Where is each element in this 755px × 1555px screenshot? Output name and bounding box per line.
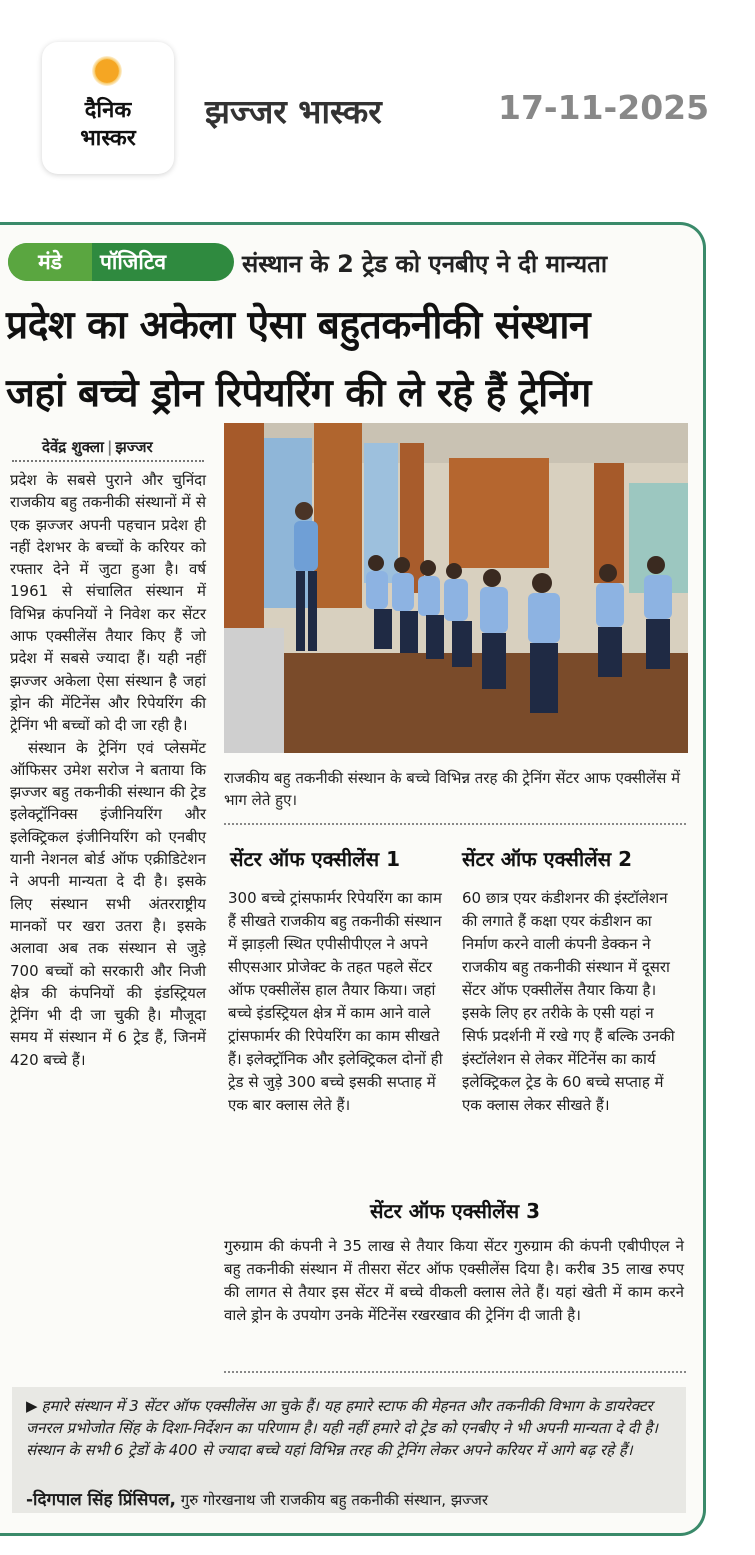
caption-divider bbox=[224, 823, 686, 825]
edition-date: 17-11-2025 bbox=[498, 88, 710, 127]
quote-marker-icon: ▶ bbox=[26, 1397, 38, 1415]
kicker: संस्थान के 2 ट्रेड को एनबीए ने दी मान्यता bbox=[242, 250, 608, 278]
classroom-photo bbox=[224, 423, 688, 753]
byline-place: झज्जर bbox=[115, 438, 153, 456]
headline-line-1: प्रदेश का अकेला ऐसा बहुतकनीकी संस्थान bbox=[6, 303, 591, 348]
byline bbox=[42, 437, 153, 457]
classroom-illustration bbox=[224, 423, 688, 753]
edition-title: झज्जर भास्कर bbox=[205, 92, 382, 131]
quote-author-affiliation: गुरु गोरखनाथ जी राजकीय बहु तकनीकी संस्थान, झज्जर bbox=[180, 1491, 489, 1509]
coe3-body: गुरुग्राम की कंपनी ने 35 लाख से तैयार किया सेंटर गुरुग्राम की कंपनी एबीपीएल ने बहु तकनीकी संस्थान में तीसरा सेंटर ऑफ एक्सीलेंस दिया है। करीब 35 लाख रुपए की लागत से तैयार इस सेंटर में बच्चे वीकली क्लास लेते हैं। यहां खेती में काम करने वाले ड्रोन के उपयोग उनके मेंटिनेंस रखरखाव की ट्रेनिंग दी जाती है। bbox=[224, 1237, 684, 1324]
headline-line-2: जहां बच्चे ड्रोन रिपेयरिंग की ले रहे हैं ट्रेनिंग bbox=[6, 371, 591, 416]
monday-positive-tag bbox=[8, 243, 234, 281]
article-paragraph-1: प्रदेश के सबसे पुराने और चुनिंदा राजकीय बहु तकनीकी संस्थानों में से एक झज्जर अपनी पहचान प्रदेश ही नहीं देशभर के बच्चों के करियर को रफ्तार देने में जुटा हुआ है। वर्ष 1961 से संचालित संस्थान में विभिन्न कंपनियों ने निवेश कर सेंटर आफ एक्सीलेंस तैयार किए हैं जो प्रदेश में सबसे ज्यादा हैं। यही नहीं झज्जर अकेला ऐसा संस्थान है जहां ड्रोन की मेंटिनेंस और रिपेयरिंग की ट्रेनिंग भी बच्चों को दी जा रही है। bbox=[10, 471, 206, 735]
logo-text-line1: दैनिक bbox=[84, 98, 132, 123]
coe2-body: 60 छात्र एयर कंडीशनर की इंस्टॉलेशन की लगाते हैं कक्षा एयर कंडीशन का निर्माण करने वाली कंपनी डेक्कन ने राजकीय बहु तकनीकी संस्थान में दूसरा सेंटर ऑफ एक्सीलेंस तैयार किया है। इसके लिए हर तरीके के एसी यहां न सिर्फ प्रदर्शनी में रखे गए हैं बल्कि उनकी इंस्टॉलेशन से लेकर मेंटिनेंस का कार्य इलेक्ट्रिकल ट्रेड के 60 बच्चे सप्ताह में एक क्लास लेकर सीखते हैं। bbox=[462, 889, 675, 1114]
quote-author-name: -दिगपाल सिंह प्रिंसिपल, bbox=[26, 1490, 177, 1510]
coe3-divider bbox=[224, 1371, 686, 1373]
tag-day: मंडे bbox=[8, 243, 92, 281]
coe1-body: 300 बच्चे ट्रांसफार्मर रिपेयरिंग का काम हैं सीखते राजकीय बहु तकनीकी संस्थान में झाड़ली स्थित एपीसीपीएल ने अपने सीएसआर प्रोजेक्ट के तहत पहले सेंटर ऑफ एक्सीलेंस हाल तैयार किया। जहां बच्चे इंडस्ट्रियल क्षेत्र में काम आने वाले ट्रांसफार्मर की रिपेयरिंग का काम सीखते हैं। इलेक्ट्रॉनिक और इलेक्ट्रिकल दोनों ही ट्रेड से जुड़े 300 बच्चे इसकी सप्ताह में एक बार क्लास लेते हैं। bbox=[228, 889, 443, 1114]
dainik-bhaskar-logo bbox=[42, 42, 174, 174]
article-left-column bbox=[10, 469, 206, 1071]
principal-quote-box bbox=[12, 1387, 686, 1513]
sun-icon bbox=[92, 56, 122, 86]
quote-author bbox=[26, 1487, 488, 1510]
coe3-title: सेंटर ऑफ एक्सीलेंस 3 bbox=[370, 1199, 541, 1223]
tag-label: पॉजिटिव bbox=[100, 250, 167, 274]
quote-text bbox=[26, 1395, 676, 1461]
coe1-title: सेंटर ऑफ एक्सीलेंस 1 bbox=[230, 847, 401, 871]
byline-separator: | bbox=[106, 438, 113, 456]
photo-caption: राजकीय बहु तकनीकी संस्थान के बच्चे विभिन्न तरह की ट्रेनिंग सेंटर आफ एक्सीलेंस में भाग लेते हुए। bbox=[224, 769, 681, 809]
logo-text-line2: भास्कर bbox=[80, 126, 136, 151]
coe2-title: सेंटर ऑफ एक्सीलेंस 2 bbox=[462, 847, 633, 871]
byline-name: देवेंद्र शुक्ला bbox=[42, 438, 104, 456]
quote-body: हमारे संस्थान में 3 सेंटर ऑफ एक्सीलेंस आ चुके हैं। यह हमारे स्टाफ की मेहनत और तकनीकी विभाग के डायरेक्टर जनरल प्रभोजोत सिंह के दिशा-निर्देशन का परिणाम है। यही नहीं हमारे दो ट्रेड को एनबीए ने भी अपनी मान्यता दे दी है। संस्थान के सभी 6 ट्रेडों के 400 से ज्यादा बच्चे यहां विभिन्न तरह की ट्रेनिंग लेकर अपने करियर में आगे बढ़ रहे हैं। bbox=[26, 1397, 658, 1459]
page-header bbox=[0, 0, 755, 200]
article-paragraph-2: संस्थान के ट्रेनिंग एवं प्लेसमेंट ऑफिसर उमेश सरोज ने बताया कि झज्जर बहु तकनीकी संस्थान की ट्रेड इलेक्ट्रॉनिक्स इंजीनियरिंग और इलेक्ट्रिकल इंजीनियरिंग को एनबीए यानी नेशनल बोर्ड ऑफ एक्रीडिटेशन ने अपनी मान्यता दे दी है। इसके लिए संस्थान सभी अंतरराष्ट्रीय मानकों पर खरा उतरा है। इसके अलावा अब तक संस्थान से जुड़े 700 बच्चों को सरकारी और निजी क्षेत्र की कंपनियों की इंडस्ट्रियल ट्रेनिंग भी दी जा चुकी है। मौजूदा समय में संस्थान में 6 ट्रेड हैं, जिनमें 420 बच्चे हैं। bbox=[10, 738, 206, 1069]
byline-divider bbox=[12, 460, 204, 462]
newspaper-clipping bbox=[0, 222, 706, 1536]
